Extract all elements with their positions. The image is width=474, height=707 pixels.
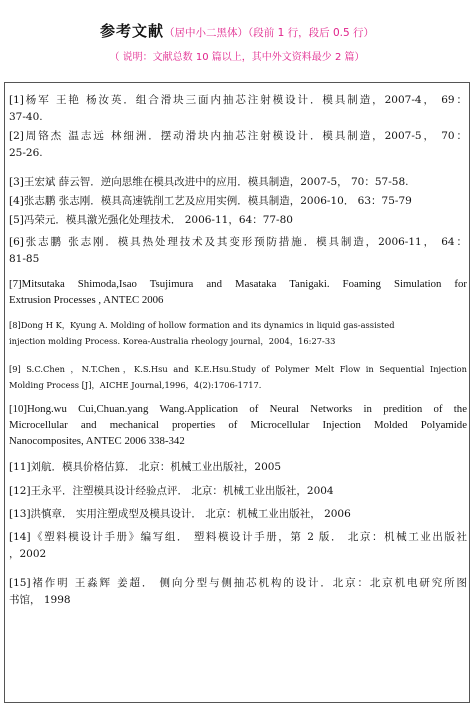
reference-line: 25-26. [9, 147, 43, 159]
reference-item [9, 401, 467, 449]
reference-item [9, 128, 467, 162]
reference-item [9, 483, 467, 500]
reference-line: [7]Mitsutaka Shimoda,Isao Tsujimura and Masataka Tanigaki. Foaming Simulation for [9, 278, 467, 290]
reference-line: [13]洪慎章． 实用注塑成型及模具设计． 北京：机械工业出版社， 2006 [9, 508, 351, 520]
reference-line: [4]张志鹏 张志刚．模具高速铣削工艺及应用实例．模具制造，2006-10． 63：75-79 [9, 195, 412, 207]
title-row [0, 20, 474, 41]
reference-item [9, 459, 467, 476]
reference-item [9, 529, 467, 563]
reference-line: [6]张志鹏 张志刚．模具热处理技术及其变形预防措施．模具制造，2006-11， 64： [9, 236, 467, 248]
reference-item [9, 575, 467, 609]
reference-item [9, 174, 467, 191]
reference-line: 书馆， 1998 [9, 594, 71, 606]
reference-line: ，2002 [9, 548, 47, 560]
reference-line: Molding Process [J]，AICHE Journal,1996，4(2):1706-1717. [9, 380, 262, 390]
reference-line: [11]刘航．模具价格估算． 北京：机械工业出版社，2005 [9, 461, 282, 473]
reference-line: [2]周铬杰 温志远 林细洲．摆动滑块内抽芯注射模设计．模具制造，2007-5， 70： [9, 130, 467, 142]
instruction-note: （ 说明：文献总数 10 篇以上，其中外文资料最少 2 篇） [109, 52, 365, 63]
reference-item [9, 193, 467, 210]
reference-line: [8]Dong H K，Kyung A. Molding of hollow formation and its dynamics in liquid gas-assisted [9, 320, 395, 330]
reference-line: Extrusion Processes , ANTEC 2006 [9, 294, 164, 306]
reference-item [9, 212, 467, 229]
reference-line: Nanocomposites, ANTEC 2006 338-342 [9, 435, 185, 447]
reference-line: [3]王宏斌 薛云智．逆向思维在模具改进中的应用．模具制造，2007-5， 70：57-58. [9, 176, 409, 188]
reference-item [9, 317, 467, 349]
page-title: 参考文献 [100, 22, 165, 40]
reference-item [9, 234, 467, 268]
reference-item [9, 92, 467, 126]
reference-line: [14]《塑料模设计手册》编写组． 塑料模设计手册，第 2 版． 北京：机械工业出版社 [9, 531, 467, 543]
reference-line: [10]Hong.wu Cui,Chuan.yang Wang.Application of Neural Networks in predition of the [9, 403, 467, 415]
reference-line: [9] S.C.Chen ，N.T.Chen，K.S.Hsu and K.E.Hsu.Study of Polymer Melt Flow in Sequential Injection [9, 364, 467, 374]
reference-line: [12]王永平．注塑模具设计经验点评． 北京：机械工业出版社，2004 [9, 485, 334, 497]
reference-list [4, 82, 470, 703]
reference-line: [1]杨军 王艳 杨汝英．组合滑块三面内抽芯注射模设计．模具制造，2007-4， 69： [9, 94, 467, 106]
reference-line: injection molding Process. Korea-Australia rheology journal，2004，16:27-33 [9, 336, 336, 346]
reference-item [9, 506, 467, 523]
reference-item [9, 276, 467, 308]
reference-line: Microcellular and mechanical properties of Microcellular Injection Molded Polyamide [9, 419, 467, 431]
reference-line: 37-40. [9, 111, 43, 123]
reference-item [9, 361, 467, 393]
reference-line: 81-85 [9, 253, 40, 265]
reference-line: [15]褚作明 王淼辉 姜超． 侧向分型与侧抽芯机构的设计．北京：北京机电研究所图 [9, 577, 467, 589]
title-format-note: （居中小二黑体）（段前 1 行，段后 0.5 行） [164, 27, 374, 39]
reference-line: [5]冯荣元．模具激光强化处理技术． 2006-11，64：77-80 [9, 214, 293, 226]
